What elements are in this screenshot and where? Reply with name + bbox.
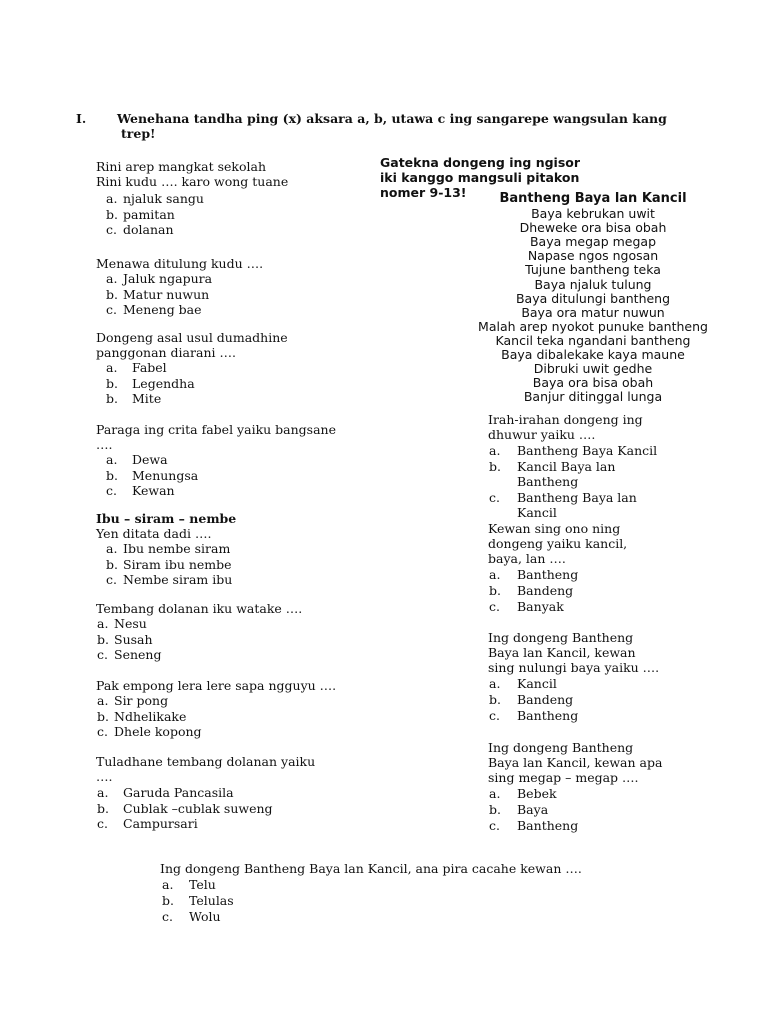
option-letter: a. bbox=[489, 676, 501, 691]
question-11-line: sing nulungi baya yaiku …. bbox=[488, 660, 660, 675]
option-text: pamitan bbox=[123, 206, 175, 222]
question-9-line: dhuwur yaiku …. bbox=[488, 427, 596, 442]
question-11-option-1[interactable] bbox=[489, 676, 749, 691]
question-1-option-1[interactable] bbox=[106, 191, 366, 206]
option-text: Fabel bbox=[132, 360, 167, 375]
poem-line: Baya megap megap bbox=[529, 234, 657, 250]
option-text: Sir pong bbox=[114, 693, 169, 708]
question-6-option-1[interactable] bbox=[97, 616, 357, 631]
option-letter: c. bbox=[489, 490, 500, 505]
option-letter: b. bbox=[106, 286, 118, 302]
question-5-line: Ibu – siram – nembe bbox=[96, 511, 237, 526]
question-12-option-1[interactable] bbox=[489, 786, 749, 801]
question-3-option-1[interactable] bbox=[106, 360, 366, 375]
option-letter: b. bbox=[97, 708, 109, 724]
question-7-option-1[interactable] bbox=[97, 693, 357, 708]
option-text: Siram ibu nembe bbox=[123, 556, 232, 572]
question-5-option-2[interactable] bbox=[106, 557, 366, 572]
option-letter: b. bbox=[106, 467, 118, 483]
poem-line: Napase ngos ngosan bbox=[527, 248, 659, 264]
poem-line: Baya ora matur nuwun bbox=[521, 304, 665, 320]
option-text: njaluk sangu bbox=[123, 191, 204, 206]
option-letter: b. bbox=[162, 893, 174, 908]
poem-line: Baya njaluk tulung bbox=[534, 276, 652, 292]
option-letter: b. bbox=[106, 391, 118, 406]
question-5-line: Yen ditata dadi …. bbox=[96, 526, 212, 541]
question-2-line: Menawa ditulung kudu …. bbox=[96, 256, 264, 271]
question-3-line: panggonan diarani …. bbox=[96, 345, 236, 360]
question-10-option-2[interactable] bbox=[489, 583, 749, 598]
option-text: Telulas bbox=[189, 893, 234, 908]
question-2-option-1[interactable] bbox=[106, 271, 366, 286]
option-letter: b. bbox=[489, 692, 501, 707]
option-letter: a. bbox=[97, 693, 109, 708]
option-text: Legendha bbox=[132, 375, 195, 391]
question-10-line: baya, lan …. bbox=[488, 551, 566, 566]
reading-instruction-line-3: nomer 9-13! bbox=[380, 185, 467, 200]
question-10-option-1[interactable] bbox=[489, 567, 749, 582]
option-text: Nembe siram ibu bbox=[123, 572, 233, 587]
option-text: dolanan bbox=[123, 222, 174, 237]
question-10-line: dongeng yaiku kancil, bbox=[488, 536, 628, 551]
option-letter: c. bbox=[106, 302, 117, 317]
question-1-line: Rini arep mangkat sekolah bbox=[96, 159, 267, 174]
poem-line: Baya kebrukan uwit bbox=[531, 206, 655, 221]
bottom-question-text: Ing dongeng Bantheng Baya lan Kancil, ana pira cacahe kewan …. bbox=[160, 861, 582, 876]
question-11-line: Baya lan Kancil, kewan bbox=[488, 645, 636, 660]
question-10-line: Kewan sing ono ning bbox=[488, 521, 621, 536]
question-1-option-3[interactable] bbox=[106, 222, 366, 237]
option-text: Susah bbox=[114, 631, 153, 647]
option-text: Bebek bbox=[517, 786, 557, 801]
question-11-option-3[interactable] bbox=[489, 708, 749, 723]
option-text: Nesu bbox=[114, 616, 147, 631]
question-7-option-3[interactable] bbox=[97, 724, 357, 739]
option-text: Mite bbox=[132, 391, 162, 406]
question-12-line: Ing dongeng Bantheng bbox=[488, 740, 634, 755]
reading-instruction-line-2: iki kanggo mangsuli pitakon bbox=[380, 170, 580, 185]
option-text: Baya bbox=[517, 802, 549, 817]
question-5-option-3[interactable] bbox=[106, 572, 366, 587]
option-text: Cublak –cublak suweng bbox=[123, 800, 273, 816]
poem-line: Dheweke ora bisa obah bbox=[519, 220, 667, 236]
question-12-option-3[interactable] bbox=[489, 818, 749, 833]
option-letter: a. bbox=[106, 271, 118, 286]
question-2-option-2[interactable] bbox=[106, 287, 366, 302]
option-text: Banyak bbox=[517, 599, 564, 614]
option-text-continued: Bantheng bbox=[517, 474, 579, 489]
question-4-line: Paraga ing crita fabel yaiku bangsane bbox=[96, 422, 336, 437]
question-8-line: …. bbox=[96, 769, 113, 784]
question-6-option-2[interactable] bbox=[97, 632, 357, 647]
option-text: Dhele kopong bbox=[114, 724, 202, 739]
question-4-option-3[interactable] bbox=[106, 483, 366, 498]
question-3-option-2[interactable] bbox=[106, 376, 366, 391]
question-8-option-1[interactable] bbox=[97, 785, 357, 800]
option-letter: a. bbox=[489, 786, 501, 801]
question-11-option-2[interactable] bbox=[489, 692, 749, 707]
option-letter: c. bbox=[489, 599, 500, 614]
poem-line: Banjur ditinggal lunga bbox=[523, 389, 663, 405]
section-number: I. bbox=[76, 111, 87, 126]
poem-line: Baya ditulungi bantheng bbox=[515, 290, 671, 306]
option-letter: c. bbox=[106, 483, 117, 498]
option-text: Kancil Baya lan bbox=[517, 459, 616, 474]
question-9-option-3[interactable] bbox=[489, 490, 749, 520]
option-letter: b. bbox=[97, 631, 109, 647]
option-text: Jaluk ngapura bbox=[123, 271, 213, 286]
instruction-line-2: trep! bbox=[121, 126, 156, 141]
question-5-option-1[interactable] bbox=[106, 541, 366, 556]
option-letter: b. bbox=[489, 802, 501, 817]
option-letter: a. bbox=[97, 785, 109, 800]
option-letter: a. bbox=[97, 616, 109, 631]
question-8-line: Tuladhane tembang dolanan yaiku bbox=[96, 754, 316, 769]
option-letter: a. bbox=[162, 877, 174, 892]
question-12-line: Baya lan Kancil, kewan apa bbox=[488, 755, 663, 770]
question-6-option-3[interactable] bbox=[97, 647, 357, 662]
question-9-line: Irah-irahan dongeng ing bbox=[488, 412, 643, 427]
option-letter: c. bbox=[489, 708, 500, 723]
question-4-option-2[interactable] bbox=[106, 468, 366, 483]
option-letter: a. bbox=[106, 191, 118, 206]
question-4-option-1[interactable] bbox=[106, 452, 366, 467]
option-text: Bandeng bbox=[517, 692, 574, 707]
question-12-option-2[interactable] bbox=[489, 802, 749, 817]
option-letter: a. bbox=[106, 452, 118, 467]
option-letter: a. bbox=[489, 443, 501, 458]
question-8-option-2[interactable] bbox=[97, 801, 357, 816]
option-text: Matur nuwun bbox=[123, 286, 210, 302]
poem-line: Dibruki uwit gedhe bbox=[533, 361, 653, 377]
option-letter: c. bbox=[97, 647, 108, 662]
question-12-line: sing megap – megap …. bbox=[488, 770, 639, 785]
poem-line: Baya ora bisa obah bbox=[532, 375, 654, 391]
option-text: Bandeng bbox=[517, 583, 574, 598]
question-1-line: Rini kudu …. karo wong tuane bbox=[96, 174, 289, 189]
question-6-line: Tembang dolanan iku watake …. bbox=[96, 601, 303, 616]
option-text: Bantheng bbox=[517, 708, 579, 723]
question-7-option-2[interactable] bbox=[97, 709, 357, 724]
option-text: Bantheng bbox=[517, 567, 579, 582]
option-letter: c. bbox=[97, 724, 108, 739]
option-letter: a. bbox=[489, 567, 501, 582]
option-text: Bantheng bbox=[517, 818, 579, 833]
option-letter: b. bbox=[489, 583, 501, 598]
option-letter: b. bbox=[106, 206, 118, 222]
option-letter: b. bbox=[106, 375, 118, 391]
poem-line: Malah arep nyokot punuke bantheng bbox=[478, 318, 708, 334]
instruction-line-1: Wenehana tandha ping (x) aksara a, b, utawa c ing sangarepe wangsulan kang bbox=[117, 111, 667, 126]
question-3-line: Dongeng asal usul dumadhine bbox=[96, 330, 288, 345]
option-letter: b. bbox=[97, 800, 109, 816]
question-9-option-2[interactable] bbox=[489, 459, 749, 489]
option-letter: c. bbox=[489, 818, 500, 833]
option-letter: a. bbox=[106, 360, 118, 375]
option-text: Campursari bbox=[123, 816, 198, 831]
option-letter: a. bbox=[106, 541, 118, 556]
reading-instruction-line-1: Gatekna dongeng ing ngisor bbox=[380, 155, 581, 170]
option-text: Bantheng Baya lan bbox=[517, 490, 637, 505]
option-text: Kewan bbox=[132, 483, 175, 498]
option-text: Kancil bbox=[517, 676, 557, 691]
option-text: Ibu nembe siram bbox=[123, 541, 231, 556]
question-13-option-3[interactable] bbox=[162, 909, 422, 924]
option-text-continued: Kancil bbox=[517, 505, 557, 520]
poem-line: Kancil teka ngandani bantheng bbox=[495, 332, 691, 348]
option-text: Telu bbox=[189, 877, 216, 892]
question-11-line: Ing dongeng Bantheng bbox=[488, 630, 634, 645]
fable-poem bbox=[463, 190, 723, 405]
question-3-option-3[interactable] bbox=[106, 391, 366, 406]
question-13-option-1[interactable] bbox=[162, 877, 422, 892]
option-text: Menungsa bbox=[132, 467, 199, 483]
question-2-option-3[interactable] bbox=[106, 302, 366, 317]
option-text: Wolu bbox=[189, 909, 221, 924]
poem-line: Tujune bantheng teka bbox=[525, 262, 661, 278]
question-4-line: …. bbox=[96, 437, 113, 452]
option-text: Garuda Pancasila bbox=[123, 785, 234, 800]
option-letter: c. bbox=[106, 572, 117, 587]
question-9-option-1[interactable] bbox=[489, 443, 749, 458]
question-1-option-2[interactable] bbox=[106, 207, 366, 222]
option-letter: b. bbox=[106, 556, 118, 572]
question-7-line: Pak empong lera lere sapa ngguyu …. bbox=[96, 678, 337, 693]
option-text: Seneng bbox=[114, 647, 162, 662]
option-letter: c. bbox=[162, 909, 173, 924]
question-10-option-3[interactable] bbox=[489, 599, 749, 614]
option-text: Ndhelikake bbox=[114, 708, 187, 724]
question-8-option-3[interactable] bbox=[97, 816, 357, 831]
poem-line: Baya dibalekake kaya maune bbox=[501, 347, 685, 362]
option-letter: c. bbox=[97, 816, 108, 831]
option-letter: b. bbox=[489, 459, 501, 474]
option-letter: c. bbox=[106, 222, 117, 237]
option-text: Dewa bbox=[132, 452, 168, 467]
poem-title: Bantheng Baya lan Kancil bbox=[499, 191, 687, 206]
option-text: Meneng bae bbox=[123, 302, 202, 317]
question-13-option-2[interactable] bbox=[162, 893, 422, 908]
option-text: Bantheng Baya Kancil bbox=[517, 443, 658, 458]
